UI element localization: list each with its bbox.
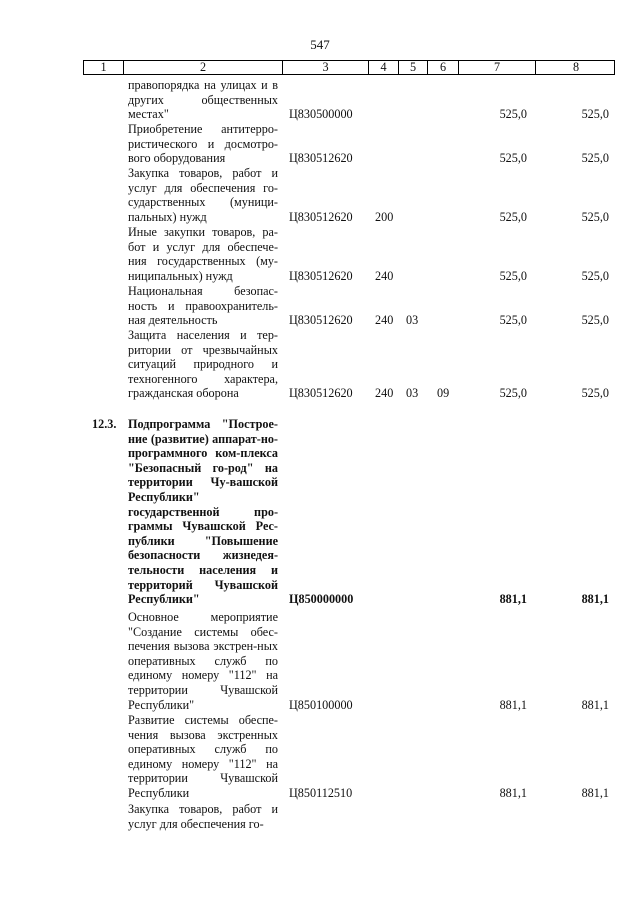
subsection-code: 09 [437, 386, 450, 401]
row-name: Иные закупки товаров, ра-бот и услуг для обеспече-ния государственных (му-ниципальных) нужд [128, 225, 278, 283]
amount-year-1: 881,1 [499, 786, 527, 800]
amount-year-2: 525,0 [581, 107, 609, 122]
amount-year-1: 525,0 [499, 268, 527, 283]
target-code: Ц830512620 [289, 151, 353, 166]
amount-year-2: 525,0 [581, 268, 609, 283]
target-code: Ц830500000 [289, 107, 353, 122]
header-col-2: 2 [124, 61, 283, 74]
row-name: Развитие системы обеспе-чения вызова экстренных оперативных служб по единому номеру "112" на территории Чувашской Республики [128, 713, 278, 800]
header-col-5: 5 [399, 61, 428, 74]
target-code: Ц850112510 [289, 786, 353, 800]
row-number: 12.3. [92, 417, 117, 431]
amount-year-1: 525,0 [499, 107, 527, 122]
table-header [83, 60, 615, 75]
row-name: Основное мероприятие "Создание системы обес-печения вызова экстрен-ных оперативных служб по единому номеру "112" на территории Чувашской Республики" [128, 610, 278, 712]
expense-group: 240 [375, 313, 394, 328]
header-col-7: 7 [459, 61, 536, 74]
amount-year-2: 525,0 [581, 209, 609, 224]
amount-year-1: 881,1 [499, 592, 527, 607]
header-col-1: 1 [84, 61, 124, 74]
row-name: Подпрограмма "Построе-ние (развитие) аппарат-но-программного ком-плекса "Безопасный го-род" на территории Чу-вашской Республики" государственной про-граммы Чувашской Рес-публики "Повышение безопасности жизнедея-тельности населения и территорий Чувашской Республики" [128, 417, 278, 607]
target-code: Ц830512620 [289, 313, 353, 328]
amount-year-2: 881,1 [581, 786, 609, 800]
expense-group: 240 [375, 268, 394, 283]
target-code: Ц850100000 [289, 697, 353, 712]
row-name: Закупка товаров, работ и услуг для обеспечения го-сударственных (муници-пальных) нужд [128, 166, 278, 224]
section-code: 03 [406, 386, 419, 401]
page-number: 547 [310, 37, 330, 52]
target-code: Ц830512620 [289, 386, 353, 401]
amount-year-1: 525,0 [499, 386, 527, 401]
amount-year-1: 525,0 [499, 313, 527, 328]
target-code: Ц830512620 [289, 268, 353, 283]
header-col-8: 8 [572, 60, 580, 74]
amount-year-1: 525,0 [499, 209, 527, 224]
row-name: Закупка товаров, работ и услуг для обеспечения го- [128, 802, 278, 831]
amount-year-2: 525,0 [581, 313, 609, 328]
expense-group: 200 [375, 209, 394, 224]
header-col-3: 3 [283, 61, 369, 74]
target-code: Ц830512620 [289, 209, 353, 224]
row-name: Защита населения и тер-ритории от чрезвычайных ситуаций природного и техногенного характера, гражданская оборона [128, 328, 278, 401]
amount-year-2: 525,0 [581, 386, 609, 401]
amount-year-2: 881,1 [581, 592, 609, 607]
amount-year-1: 881,1 [499, 697, 527, 712]
row-name: Национальная безопас-ность и правоохранитель-ная деятельность [128, 284, 278, 328]
expense-group: 240 [375, 386, 394, 401]
section-code: 03 [406, 313, 419, 328]
header-col-4: 4 [369, 61, 399, 74]
amount-year-1: 525,0 [499, 151, 527, 166]
row-name: правопорядка на улицах и в других общественных местах" [128, 78, 278, 122]
amount-year-2: 525,0 [581, 151, 609, 166]
header-col-6: 6 [428, 61, 459, 74]
row-name: Приобретение антитерро-ристического и досмотро-вого оборудования [128, 122, 278, 166]
target-code: Ц850000000 [289, 592, 354, 607]
amount-year-2: 881,1 [581, 697, 609, 712]
